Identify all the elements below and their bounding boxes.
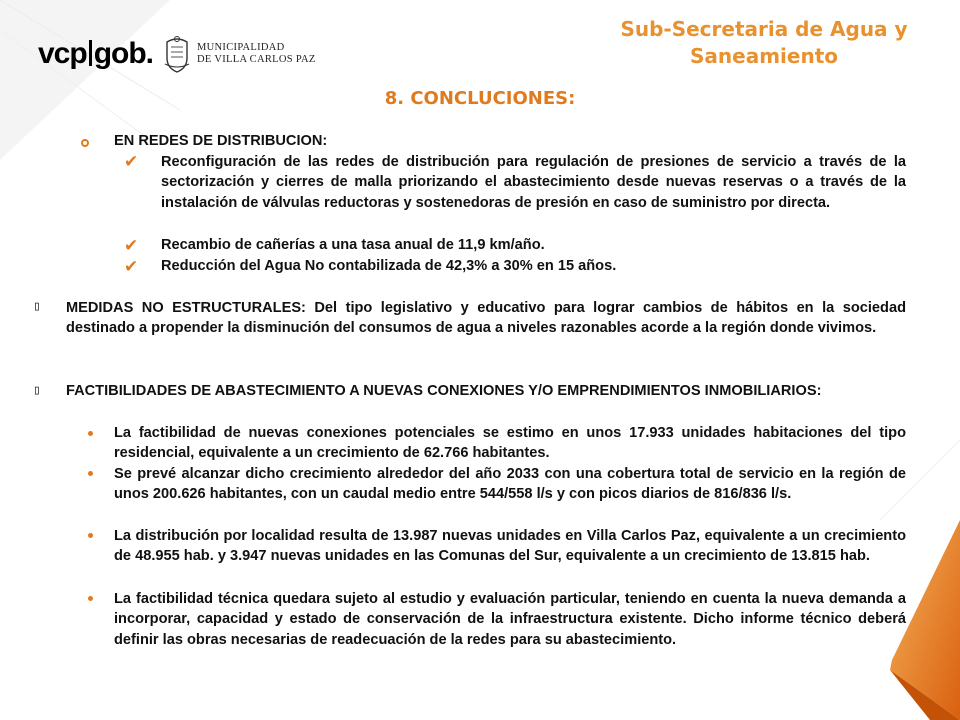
section2-text: MEDIDAS NO ESTRUCTURALES: Del tipo legislativo y educativo para lograr cambios de hábitos en la sociedad destinado a propender la disminución del consumos de agua a niveles razonables acorde a la región donde vivimos.	[66, 300, 906, 337]
section3-item-3: La distribución por localidad resulta de 13.987 nuevas unidades en Villa Carlos Paz, equivalente a un crecimiento de 48.955 hab. y 3.947 nuevas unidades en las Comunas del Sur, equivalente a un crecimiento de 13.815 hab.	[114, 528, 906, 565]
section1-heading: EN REDES DE DISTRIBUCION:	[114, 133, 328, 149]
section1-item-3: Reducción del Agua No contabilizada de 42,3% a 30% en 15 años.	[161, 258, 617, 274]
bullet-dot-icon	[88, 596, 93, 601]
vcp-gob-logo	[38, 28, 316, 80]
bullet-dot-icon	[88, 533, 93, 538]
bullet-dot-icon	[88, 471, 93, 476]
check-icon: ✔	[124, 152, 139, 172]
section3-item-4: La factibilidad técnica quedara sujeto al estudio y evaluación particular, teniendo en cuenta la nueva demanda a incorporar, capacidad y estado de conservación de la infraestructura existente. Dicho informe técnico deberá definir las obras necesarias de readecuación de la redes para su abastecimiento.	[114, 591, 906, 648]
circle-bullet-icon	[81, 139, 89, 147]
section3-item-1: La factibilidad de nuevas conexiones potenciales se estimo en unos 17.933 unidades habitaciones del tipo residencial, equivalente a un crecimiento de 62.766 habitantes.	[114, 425, 906, 462]
section1-item-1: Reconfiguración de las redes de distribución para regulación de presiones de servicio a través de la sectorización y cierres de malla priorizando el abastecimiento desde nuevas reservas o a través de la instalación de válvulas reductoras y sostenedoras de presión en caso de suministro por directa.	[161, 154, 906, 211]
section3-item-2: Se prevé alcanzar dicho crecimiento alrededor del año 2033 con una cobertura total de servicio en la región de unos 200.626 habitantes, con un caudal medio entre 544/558 l/s y con picos diarios de 816/836 l/s.	[114, 466, 906, 503]
municipality-name: MUNICIPALIDAD DE VILLA CARLOS PAZ	[197, 42, 316, 65]
check-icon: ✔	[124, 257, 139, 277]
department-title: Sub-Secretaria de Agua y Saneamiento	[620, 17, 908, 68]
slide-title: 8. CONCLUCIONES:	[384, 88, 576, 109]
bullet-dot-icon	[88, 431, 93, 436]
logo-wordmark: vcp gob.	[38, 37, 154, 70]
check-icon: ✔	[124, 236, 139, 256]
section1-item-2: Recambio de cañerías a una tasa anual de 11,9 km/año.	[161, 237, 545, 253]
square-glyph-icon: ▯	[33, 383, 41, 398]
square-glyph-icon: ▯	[33, 299, 41, 314]
municipal-crest-icon	[163, 34, 191, 74]
section3-heading: FACTIBILIDADES DE ABASTECIMIENTO A NUEVAS CONEXIONES Y/O EMPRENDIMIENTOS INMOBILIARIOS:	[66, 383, 822, 399]
